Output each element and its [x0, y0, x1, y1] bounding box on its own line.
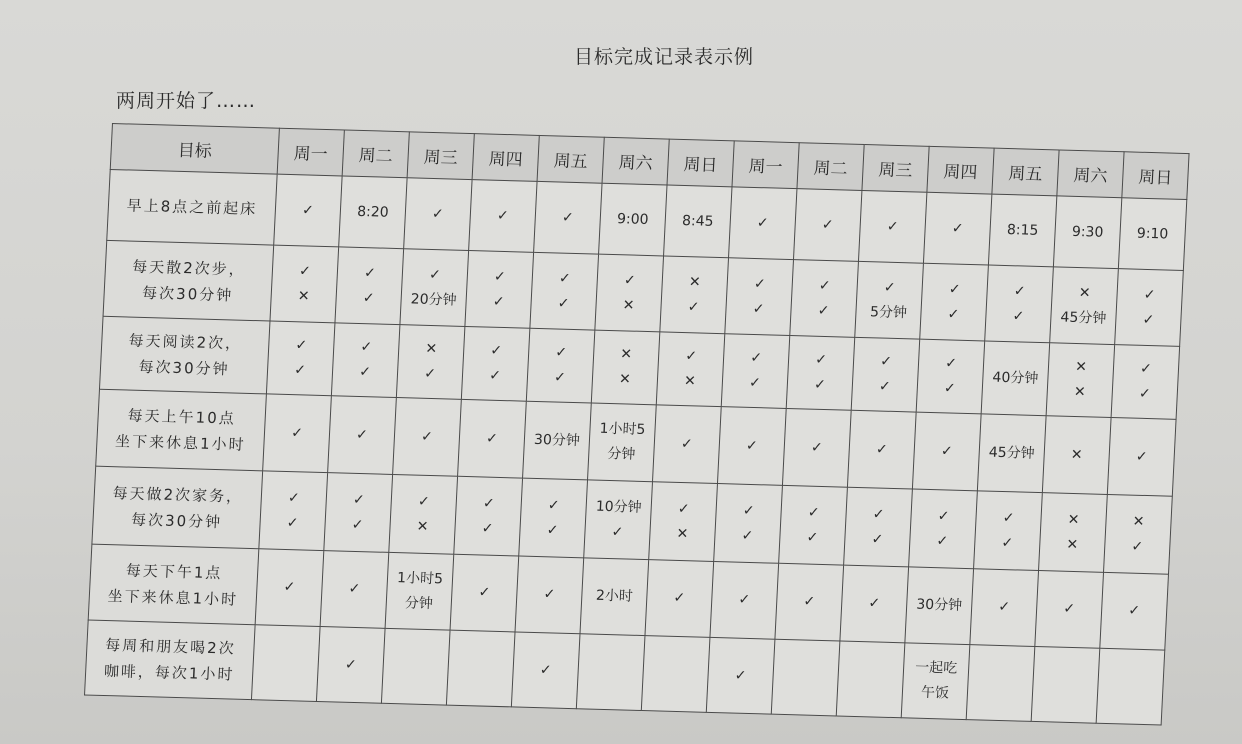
record-mark: 2小时	[595, 587, 634, 605]
goal-text-line: 坐下来休息1小时	[114, 432, 247, 454]
record-cell	[1115, 269, 1184, 347]
record-mark: ✓	[1135, 448, 1148, 465]
record-mark: ✓	[623, 271, 637, 289]
record-mark: ✓	[817, 302, 830, 319]
day-header: 周日	[1122, 152, 1189, 200]
record-cell	[584, 480, 653, 560]
record-cell	[595, 254, 664, 332]
record-mark: ✓	[546, 521, 559, 539]
record-mark: ✕	[416, 518, 429, 535]
record-mark: ✓	[814, 351, 828, 369]
record-mark: ✓	[883, 279, 896, 296]
record-cell	[1031, 646, 1100, 723]
record-mark: ✓	[810, 439, 824, 456]
record-mark: ✓	[741, 527, 754, 544]
record-mark: ✓	[547, 496, 561, 514]
record-cell	[1104, 494, 1173, 574]
record-mark: ✓	[492, 293, 505, 310]
record-cell	[511, 632, 580, 709]
record-mark: ✓	[478, 584, 491, 601]
record-mark: ✓	[1001, 534, 1014, 551]
record-cell	[1111, 345, 1180, 420]
goal-text-line: 每天下午1点	[125, 561, 223, 582]
record-mark: ✓	[539, 661, 552, 678]
record-mark: ✓	[543, 586, 556, 603]
goal-cell	[103, 240, 274, 321]
record-mark: ✕	[297, 287, 310, 305]
record-mark: ✓	[677, 500, 690, 517]
record-mark: ✓	[344, 656, 358, 673]
record-mark: ✓	[738, 591, 751, 608]
section-subtitle: 两周开始了……	[116, 90, 257, 112]
record-cell	[645, 560, 714, 638]
record-mark: 9:30	[1071, 223, 1104, 241]
day-header: 周二	[797, 143, 864, 191]
record-cell	[786, 336, 855, 411]
record-cell	[782, 408, 851, 487]
record-cell	[576, 634, 645, 711]
day-header: 周四	[472, 134, 539, 182]
record-mark: 1小时5	[599, 420, 646, 439]
goal-text-line: 每次30分钟	[130, 510, 223, 531]
record-cell	[465, 251, 534, 329]
record-cell	[649, 482, 718, 562]
record-cell	[389, 474, 458, 554]
record-mark: ✓	[756, 214, 770, 231]
record-mark: 45分钟	[988, 444, 1036, 462]
record-cell	[599, 183, 667, 256]
record-cell	[266, 321, 335, 396]
record-mark: ✓	[352, 491, 366, 508]
record-cell	[771, 639, 840, 716]
record-cell	[588, 403, 657, 482]
record-mark: ✓	[489, 342, 503, 359]
record-cell	[335, 247, 404, 325]
record-mark: ✕	[1132, 513, 1145, 530]
record-mark: ✓	[875, 440, 889, 458]
record-mark: ✓	[807, 504, 820, 521]
record-cell	[710, 561, 779, 639]
record-cell	[652, 405, 721, 484]
record-cell	[530, 252, 599, 330]
record-cell	[1107, 418, 1176, 497]
record-mark: ✓	[944, 355, 958, 372]
record-cell	[912, 412, 981, 491]
record-mark: ✓	[868, 595, 881, 612]
record-mark: ✓	[363, 264, 377, 281]
goal-text-line: 坐下来休息1小时	[107, 586, 239, 609]
record-cell	[385, 552, 454, 630]
goal-text-line: 每天阅读2次，	[128, 331, 243, 353]
record-mark: ✕	[618, 371, 632, 388]
record-cell	[263, 394, 332, 473]
goal-text-line: 每次30分钟	[138, 357, 231, 379]
record-cell	[793, 189, 861, 262]
record-mark: ✓	[420, 428, 434, 445]
record-mark: ✓	[818, 277, 832, 294]
record-mark: ✓	[351, 516, 364, 533]
record-mark: ✓	[1012, 307, 1025, 325]
goal-text-line: 每天上午10点	[127, 406, 237, 428]
record-mark: ✓	[554, 344, 568, 361]
record-cell	[916, 339, 985, 414]
record-cell	[790, 260, 859, 338]
goal-text-line: 每周和朋友喝2次	[104, 636, 237, 658]
record-cell	[779, 485, 848, 565]
record-mark: ✕	[1066, 536, 1079, 553]
record-cell	[320, 551, 389, 629]
record-mark: ✓	[485, 430, 499, 447]
record-mark: ✕	[688, 273, 702, 290]
record-mark: ✓	[417, 493, 431, 510]
record-cell	[519, 478, 588, 558]
record-cell	[1035, 571, 1104, 649]
record-mark: ✓	[482, 495, 496, 512]
record-mark: ✓	[561, 209, 575, 226]
record-mark: ✓	[1127, 602, 1141, 619]
record-mark: ✓	[355, 426, 369, 443]
record-cell	[974, 491, 1043, 571]
record-cell	[458, 399, 527, 478]
goal-cell	[88, 544, 259, 625]
record-mark: ✓	[813, 376, 827, 394]
goal-column-header: 目标	[110, 124, 279, 175]
record-mark: ✓	[879, 353, 893, 370]
record-cell	[274, 174, 342, 247]
record-mark: ✓	[553, 369, 567, 386]
record-cell	[775, 563, 844, 641]
page-title: 目标完成记录表示例	[573, 46, 754, 68]
record-mark: ✓	[301, 201, 315, 219]
record-cell	[923, 192, 991, 265]
day-header: 周六	[1057, 150, 1124, 198]
record-mark: ✓	[878, 378, 892, 395]
record-mark: ✓	[940, 442, 954, 460]
record-cell	[259, 471, 328, 551]
record-cell	[446, 630, 515, 707]
record-mark: 8:15	[1006, 221, 1039, 239]
record-mark: 10分钟	[595, 498, 643, 516]
record-mark: ✓	[293, 362, 307, 379]
record-mark: 分钟	[606, 445, 636, 463]
record-mark: 45分钟	[1060, 309, 1107, 327]
record-mark: 1小时5	[396, 569, 444, 587]
record-cell	[1100, 572, 1169, 650]
record-mark: ✕	[1067, 511, 1080, 528]
record-mark: ✓	[1143, 286, 1156, 303]
record-cell	[855, 261, 924, 339]
record-mark: ✓	[734, 667, 747, 684]
record-cell	[450, 554, 519, 632]
record-cell	[461, 326, 530, 401]
record-mark: ✕	[619, 346, 633, 363]
record-cell	[515, 556, 584, 634]
record-mark: ✓	[348, 580, 361, 598]
record-mark: ✓	[287, 489, 301, 506]
goal-text-line: 每次30分钟	[141, 283, 234, 304]
record-mark: ✓	[673, 589, 686, 607]
goal-record-table	[84, 123, 1190, 726]
record-mark: ✓	[752, 300, 765, 317]
record-cell	[469, 180, 537, 253]
record-mark: ✕	[425, 340, 438, 358]
record-cell	[270, 245, 339, 323]
record-mark: ✕	[676, 525, 689, 542]
record-cell	[901, 643, 970, 720]
record-mark: ✓	[871, 530, 884, 548]
goal-cell	[85, 620, 256, 700]
record-mark: ✓	[362, 289, 375, 306]
record-mark: ✕	[1078, 284, 1091, 301]
record-mark: ✓	[753, 275, 767, 292]
record-mark: ✓	[1142, 311, 1155, 328]
record-cell	[400, 249, 469, 327]
record-mark: ✓	[286, 514, 299, 531]
goal-text-line: 每天散2次步，	[131, 257, 247, 279]
goal-cell	[92, 466, 263, 549]
record-mark: ✓	[431, 205, 445, 222]
record-cell	[988, 194, 1056, 267]
record-cell	[706, 637, 775, 714]
record-cell	[1050, 267, 1119, 345]
record-mark: ✓	[749, 349, 763, 367]
record-cell	[836, 641, 905, 718]
record-cell	[316, 627, 385, 704]
record-mark: ✓	[886, 218, 899, 235]
record-cell	[985, 265, 1054, 343]
record-mark: ✕	[1074, 358, 1088, 376]
record-cell	[324, 473, 393, 553]
goal-cell	[107, 169, 277, 245]
record-mark: ✓	[684, 348, 698, 365]
record-cell	[909, 489, 978, 569]
record-cell	[1096, 648, 1165, 725]
record-mark: ✓	[493, 268, 507, 285]
record-mark: ✓	[748, 374, 762, 392]
record-cell	[717, 407, 786, 486]
record-mark: ✓	[948, 280, 961, 298]
record-mark: 9:00	[616, 210, 649, 228]
day-header: 周六	[602, 137, 669, 185]
record-cell	[664, 185, 732, 258]
record-cell	[844, 487, 913, 567]
table-body	[85, 169, 1187, 725]
record-cell	[523, 401, 592, 480]
record-cell	[920, 263, 989, 341]
record-mark: ✓	[1131, 538, 1144, 555]
record-cell	[381, 628, 450, 705]
record-mark: ✓	[943, 380, 957, 397]
record-mark: 30分钟	[533, 431, 581, 449]
record-cell	[591, 330, 660, 405]
goal-text-line: 早上8点之前起床	[126, 196, 258, 219]
record-cell	[339, 176, 407, 249]
goal-cell	[96, 389, 267, 471]
record-mark: 午饭	[920, 684, 950, 702]
record-mark: ✓	[872, 505, 885, 523]
record-cell	[847, 410, 916, 489]
record-mark: ✓	[1013, 282, 1026, 300]
record-cell	[981, 341, 1050, 416]
day-header: 周三	[407, 132, 474, 180]
record-cell	[641, 636, 710, 713]
record-mark: 40分钟	[992, 369, 1039, 387]
day-header: 周日	[667, 139, 734, 187]
goal-text-line: 咖啡，每次1小时	[103, 661, 235, 684]
record-cell	[977, 414, 1046, 493]
record-cell	[534, 181, 602, 254]
record-mark: ✓	[1062, 600, 1076, 618]
record-mark: ✓	[947, 305, 960, 323]
day-header: 周二	[342, 130, 409, 178]
record-mark: ✓	[423, 365, 437, 383]
record-cell	[454, 476, 523, 556]
record-mark: ✓	[687, 298, 700, 315]
record-cell	[721, 334, 790, 409]
day-header: 周一	[732, 141, 799, 189]
day-header: 周五	[992, 148, 1059, 196]
record-mark: ✓	[1139, 360, 1153, 378]
record-cell	[1039, 493, 1108, 573]
record-cell	[1053, 196, 1121, 269]
goal-record-table-container	[84, 123, 1190, 726]
record-cell	[1118, 198, 1186, 271]
record-mark: 8:45	[681, 212, 714, 230]
record-cell	[970, 569, 1039, 647]
record-mark: ✓	[1138, 385, 1152, 403]
record-mark: 5分钟	[869, 303, 908, 321]
record-mark: ✓	[496, 207, 510, 224]
day-header: 周四	[927, 146, 994, 194]
record-mark: 分钟	[404, 594, 434, 612]
record-cell	[660, 256, 729, 334]
record-mark: ✓	[428, 266, 442, 283]
record-cell	[729, 187, 797, 260]
record-mark: 30分钟	[915, 596, 963, 614]
record-cell	[714, 484, 783, 564]
record-cell	[905, 567, 974, 645]
record-mark: 9:10	[1136, 225, 1169, 243]
record-cell	[840, 565, 909, 643]
record-mark: ✓	[298, 262, 312, 280]
goal-cell	[99, 316, 270, 394]
record-mark: ✓	[488, 367, 502, 384]
day-header: 周五	[537, 135, 604, 183]
record-mark: ✓	[951, 219, 964, 237]
record-mark: ✓	[745, 437, 759, 454]
record-mark: ✓	[937, 507, 950, 525]
record-mark: ✓	[295, 337, 308, 354]
record-mark: ✓	[481, 519, 494, 537]
record-cell	[393, 398, 462, 477]
record-mark: ✕	[622, 296, 635, 314]
record-cell	[404, 178, 472, 251]
goal-text-line: 每天做2次家务，	[112, 483, 244, 506]
record-cell	[851, 337, 920, 412]
record-cell	[251, 625, 320, 702]
record-mark: ✓	[360, 339, 373, 356]
day-header: 周一	[277, 128, 344, 176]
record-cell	[858, 190, 926, 263]
record-mark: ✓	[997, 598, 1011, 616]
record-mark: ✓	[803, 593, 816, 610]
record-mark: ✕	[1070, 446, 1083, 463]
record-mark: ✓	[611, 523, 624, 540]
record-mark: 一起吃	[914, 659, 958, 677]
record-mark: ✓	[821, 216, 834, 233]
record-mark: ✓	[358, 364, 372, 381]
record-cell	[255, 549, 324, 627]
record-cell	[526, 328, 595, 403]
record-mark: ✓	[742, 502, 755, 519]
day-header: 周三	[862, 145, 929, 193]
record-cell	[331, 323, 400, 398]
record-mark: 8:20	[356, 203, 390, 221]
record-mark: ✓	[557, 295, 570, 312]
record-mark: ✕	[1073, 383, 1087, 401]
record-mark: ✓	[680, 435, 694, 452]
record-cell	[1046, 343, 1115, 418]
record-cell	[1042, 416, 1111, 495]
record-mark: ✓	[290, 424, 304, 441]
record-mark: ✕	[683, 373, 697, 390]
record-mark: ✓	[936, 532, 949, 550]
record-mark: 20分钟	[410, 290, 457, 309]
record-cell	[966, 645, 1035, 722]
record-mark: ✓	[283, 578, 296, 596]
record-cell	[725, 258, 794, 336]
record-cell	[580, 558, 649, 636]
record-cell	[396, 325, 465, 400]
record-mark: ✓	[558, 270, 572, 287]
record-cell	[328, 396, 397, 475]
record-cell	[656, 332, 725, 407]
record-mark: ✓	[806, 529, 819, 546]
record-mark: ✓	[1002, 509, 1015, 526]
